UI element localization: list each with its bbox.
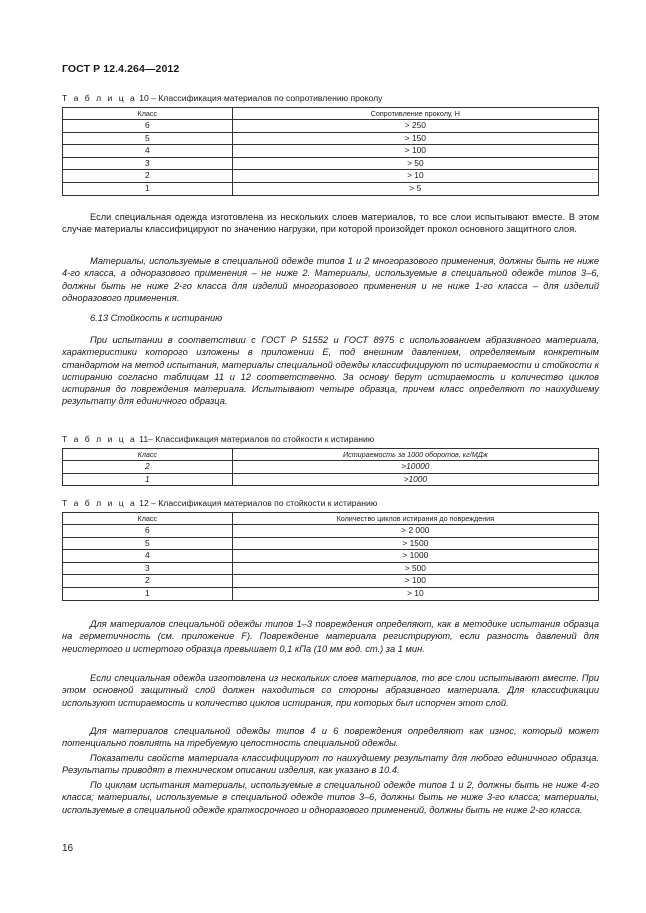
paragraph-cycle-classes — [62, 779, 599, 816]
table-cell: 4 — [63, 145, 233, 158]
paragraph-multilayer — [62, 672, 599, 709]
paragraph-text: Если специальная одежда изготовлена из нескольких слоев материалов, то все слои испытывают вместе. В этом случае материалы классифицируют по значению нагрузки, при которой произойдет прокол основного защитного слоя. — [62, 212, 599, 235]
paragraph-text: Показатели свойств материала классифицируют по наихудшему результату для любого единичного образца. Результаты приводят в техническом описании изделия, как указано в 10.4. — [62, 753, 599, 776]
table-cell: 5 — [63, 537, 233, 550]
table-cell: > 2 000 — [232, 525, 598, 538]
table-cell: > 5 — [232, 182, 598, 195]
table-cell: 1 — [63, 182, 233, 195]
table-cell: > 50 — [232, 157, 598, 170]
section-heading: 6.13 Стойкость к истиранию — [90, 313, 223, 323]
table-cell: > 250 — [232, 120, 598, 133]
table-cell: 1 — [63, 473, 233, 486]
paragraph-text: Если специальная одежда изготовлена из нескольких слоев материалов, то все слои испытывают вместе. При этом основной защитный слой должен находиться со стороны абразивного материала. Для классификации используют истираемость и количество циклов истирания, при которых был испорчен этот слой. — [62, 673, 599, 708]
table11-col-header: Класс — [63, 449, 233, 461]
table-cell: > 10 — [232, 170, 598, 183]
paragraph-worst-result — [62, 752, 599, 777]
table10 — [62, 107, 599, 196]
paragraph-layers — [62, 211, 599, 236]
table-cell: 2 — [63, 575, 233, 588]
paragraph-classes — [62, 255, 599, 304]
table-cell: 5 — [63, 132, 233, 145]
table12-caption-text: 12 – Классификация материалов по стойкости к истиранию — [136, 498, 378, 508]
table-cell: > 1000 — [232, 550, 598, 563]
paragraph-abrasion-test — [62, 334, 599, 408]
table-row — [63, 170, 599, 183]
table-row — [63, 587, 599, 600]
table-cell: 3 — [63, 562, 233, 575]
table-row — [63, 550, 599, 563]
table-row — [63, 145, 599, 158]
document-header: ГОСТ Р 12.4.264—2012 — [62, 63, 180, 75]
paragraph-text: При испытании в соответствии с ГОСТ Р 51552 и ГОСТ 8975 с использованием абразивного материала, характеристики которого изложены в приложении Е, под внешним давлением, определяемым конкретным стандартом на метод испытания, материалы специальной одежды классифицируют по истираемости и стойкости к истиранию согласно таблицам 11 и 12 соответственно. За основу берут истираемость и количество циклов истирания до повреждения материала. Испытывают четыре образца, причем класс определяют по наихудшему результату для единичного образца. — [62, 335, 599, 407]
table11-caption — [62, 434, 374, 444]
table-cell: 1 — [63, 587, 233, 600]
table-row — [63, 120, 599, 133]
table11-caption-label: Т а б л и ц а — [62, 434, 137, 444]
table11 — [62, 448, 599, 486]
table-row — [63, 562, 599, 575]
table-row — [63, 537, 599, 550]
table-row — [63, 157, 599, 170]
table-cell: 3 — [63, 157, 233, 170]
table10-header-row — [63, 108, 599, 120]
table-cell: >1000 — [232, 473, 598, 486]
table12 — [62, 512, 599, 601]
table12-caption — [62, 498, 377, 508]
paragraph-damage-types-4-6 — [62, 725, 599, 750]
paragraph-text: Для материалов специальной одежды типов 1–3 повреждения определяют, как в методике испытания образца на герметичность (см. приложение F). Повреждение материала регистрируют, если разность давлений для неистертого и истертого образца превышает 0,1 кПа (10 мм вод. ст.) за 1 мин. — [62, 619, 599, 654]
table12-col-header: Количество циклов истирания до повреждения — [232, 513, 598, 525]
table10-col-header: Сопротивление проколу, Н — [232, 108, 598, 120]
table-row — [63, 575, 599, 588]
paragraph-damage-types-1-3 — [62, 618, 599, 655]
table11-col-header: Истираемость за 1000 оборотов, кг/МДж — [232, 449, 598, 461]
table10-caption — [62, 93, 382, 103]
paragraph-text: Для материалов специальной одежды типов 4 и 6 повреждения определяют как износ, который может потенциально повлиять на требуемую целостность специальной одежды. — [62, 726, 599, 749]
table-cell: 2 — [63, 461, 233, 474]
table-cell: 6 — [63, 525, 233, 538]
table12-header-row — [63, 513, 599, 525]
table12-col-header: Класс — [63, 513, 233, 525]
table-row — [63, 473, 599, 486]
table10-col-header: Класс — [63, 108, 233, 120]
table-cell: 6 — [63, 120, 233, 133]
table-row — [63, 132, 599, 145]
page-number: 16 — [62, 843, 74, 854]
table10-caption-label: Т а б л и ц а — [62, 93, 137, 103]
table-cell: 2 — [63, 170, 233, 183]
table-cell: > 100 — [232, 145, 598, 158]
table10-caption-text: 10 – Классификация материалов по сопротивлению проколу — [136, 93, 383, 103]
table-cell: > 500 — [232, 562, 598, 575]
table11-caption-text: 11– Классификация материалов по стойкости к истиранию — [136, 434, 375, 444]
table-cell: > 1500 — [232, 537, 598, 550]
table-row — [63, 182, 599, 195]
table-cell: >10000 — [232, 461, 598, 474]
table-row — [63, 525, 599, 538]
table-cell: 4 — [63, 550, 233, 563]
table-cell: > 10 — [232, 587, 598, 600]
table11-header-row — [63, 449, 599, 461]
table12-caption-label: Т а б л и ц а — [62, 498, 137, 508]
table-cell: > 150 — [232, 132, 598, 145]
paragraph-text: По циклам испытания материалы, используемые в специальной одежде типов 1 и 2, должны быть не ниже 4-го класса; материалы, используемые в специальной одежде типов 3–6, должны быть не ниже 3-го класса; материалы, используемые в специальной одежде краткосрочного и одноразового применений, должны быть не ниже 2-го класса. — [62, 780, 599, 815]
table-row — [63, 461, 599, 474]
paragraph-text: Материалы, используемые в специальной одежде типов 1 и 2 многоразового применения, должны быть не ниже 4-го класса, а одноразового применения – не ниже 2. Материалы, используемые в специальной одежде типов 3–6, должны быть не ниже 2-го класса для изделий многоразового применения и не ниже 1-го класса – для изделий одноразового применения. — [62, 256, 599, 303]
table-cell: > 100 — [232, 575, 598, 588]
